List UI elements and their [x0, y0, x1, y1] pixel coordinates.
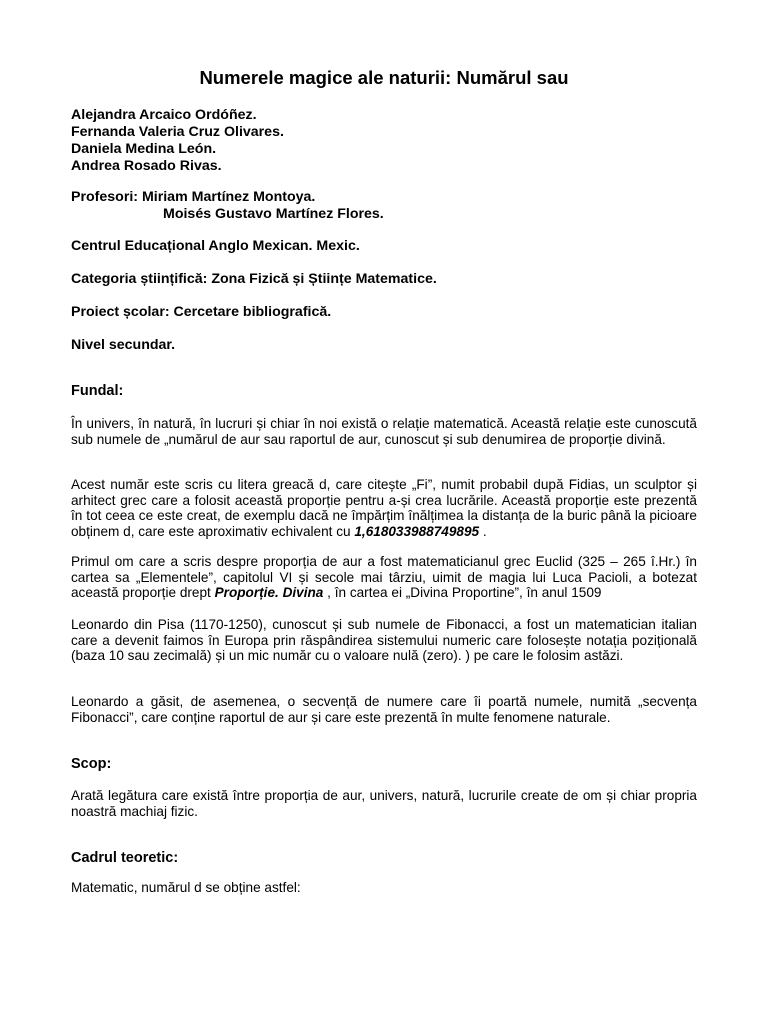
school-level: Nivel secundar. — [71, 337, 176, 353]
divine-proportion-term: Proporție. Divina — [214, 585, 324, 600]
project-type: Proiect școlar: Cercetare bibliografică. — [71, 304, 332, 320]
section-heading-background: Fundal: — [71, 383, 124, 399]
paragraph: În univers, în natură, în lucruri și chiar în noi există o relație matematică. Această relație este cunoscută sub numele de „numărul de aur sau raportul de aur, cunoscut și sub denumirea de proporție divină. — [71, 416, 697, 447]
golden-ratio-value: 1,618033988749895 — [354, 523, 480, 539]
section-heading-scope: Scop: — [71, 756, 112, 772]
paragraph-text: Primul om care a scris despre proporția de aur a fost matematicianul grec Euclid (325 – 265 î.Hr.) în cartea sa „Elementele”, capitolul VI și secole mai târziu, uimit de magia lui Luca Pacioli, a botezat această proporție drept — [71, 554, 697, 600]
author-name: Daniela Medina León. — [71, 141, 217, 157]
paragraph: Arată legătura care există între proporția de aur, univers, natură, lucrurile create de om și chiar propria noastră machiaj fizic. — [71, 788, 697, 819]
document-title: Numerele magice ale naturii: Numărul sau — [199, 67, 569, 88]
professors — [71, 189, 697, 223]
paragraph: Matematic, numărul d se obține astfel: — [71, 880, 301, 895]
authors-list — [71, 107, 697, 175]
paragraph-text: . — [482, 523, 487, 539]
professor-name: Profesori: Miriam Martínez Montoya. — [71, 189, 316, 205]
author-name: Andrea Rosado Rivas. — [71, 158, 222, 174]
paragraph-text: , în cartea ei „Divina Proportine”, în anul 1509 — [327, 585, 602, 600]
paragraph-text: Acest număr este scris cu litera greacă d, care citește „Fi”, numit probabil după Fidias, un sculptor și arhitect grec care a folosit această proporție pentru a-și crea lucrările. Această proporție este prezentă în tot ceea ce este creat, de exemplu dacă ne împărțim înălțimea la distanța de la buric până la picioare obținem d, care este aproximativ echivalent cu — [71, 477, 697, 539]
paragraph: Leonardo din Pisa (1170-1250), cunoscut și sub numele de Fibonacci, a fost un matematician italian care a devenit faimos în Europa prin răspândirea sistemului numeric care folosește notația pozițională (baza 10 sau zecimală) și un mic număr cu o valoare nulă (zero). ) pe care le folosim astăzi. — [71, 617, 697, 663]
science-category: Categoria științifică: Zona Fizică și Științe Matematice. — [71, 271, 437, 287]
author-name: Alejandra Arcaico Ordóñez. — [71, 107, 257, 123]
section-heading-framework: Cadrul teoretic: — [71, 850, 179, 866]
school-name: Centrul Educațional Anglo Mexican. Mexic. — [71, 238, 360, 254]
paragraph — [71, 554, 697, 601]
professor-name: Moisés Gustavo Martínez Flores. — [163, 206, 384, 222]
paragraph — [71, 477, 697, 539]
paragraph: Leonardo a găsit, de asemenea, o secvență de numere care îi poartă numele, numită „secvența Fibonacci”, care conține raportul de aur și care este prezentă în multe fenomene naturale. — [71, 694, 697, 725]
author-name: Fernanda Valeria Cruz Olivares. — [71, 124, 284, 140]
